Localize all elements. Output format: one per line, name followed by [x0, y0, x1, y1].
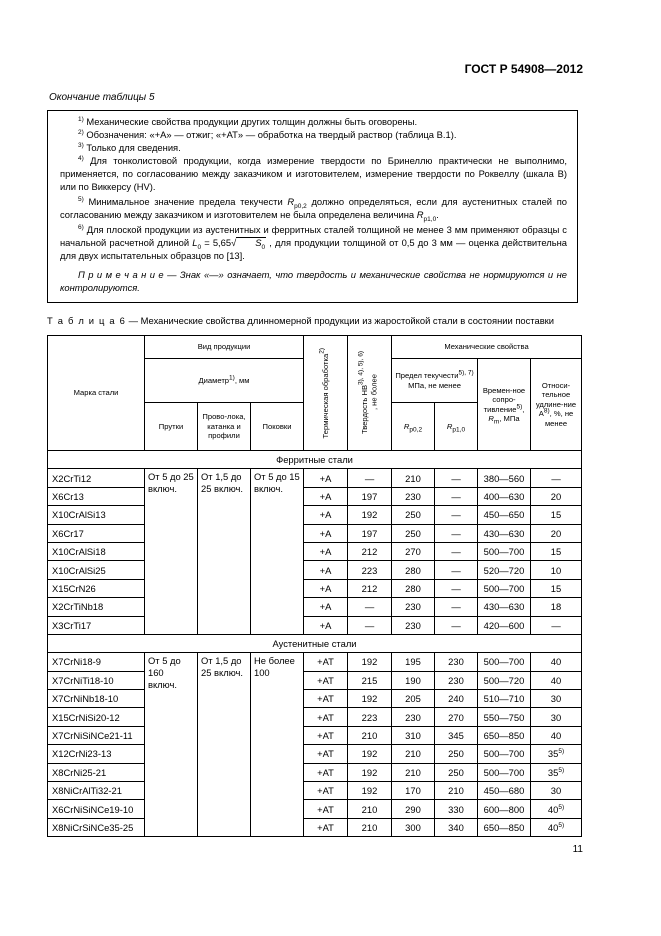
- header-tensile: Времен-ное сопро-тивление$^{5)}$, $R_m$, МПа: [478, 359, 531, 451]
- cell-rm: 380—560: [478, 469, 531, 487]
- table-title: Т а б л и ц а 6 — Механические свойства длинномерной продукции из жаростойкой стали в состоянии поставки: [47, 315, 555, 326]
- cell-heat: +AT: [304, 763, 348, 781]
- table-row: [48, 763, 582, 781]
- cell-grade: X7CrNi18-9: [48, 653, 145, 671]
- cell-rp02: 290: [392, 800, 435, 818]
- cell-hb: 192: [348, 506, 392, 524]
- cell-diameter-bars: От 5 до 25 включ.: [145, 469, 198, 635]
- cell-rp10: 230: [435, 671, 478, 689]
- cell-heat: +A: [304, 579, 348, 597]
- cell-rm: 430—630: [478, 524, 531, 542]
- cell-rp02: 250: [392, 524, 435, 542]
- cell-rm: 600—800: [478, 800, 531, 818]
- table-row: [48, 506, 582, 524]
- cell-grade: X7CrNiNb18-10: [48, 690, 145, 708]
- cell-elongation: 40$^{5)}$: [531, 800, 582, 818]
- cell-grade: X6Cr17: [48, 524, 145, 542]
- cell-hb: 192: [348, 763, 392, 781]
- page-number: 11: [572, 844, 583, 855]
- cell-hb: 192: [348, 782, 392, 800]
- header-hardness: Твердость $НВ^{3), 4), 5), 6)}$ , не более: [348, 336, 392, 451]
- cell-grade: X3CrTi17: [48, 616, 145, 634]
- cell-rm: 510—710: [478, 690, 531, 708]
- cell-hb: 210: [348, 800, 392, 818]
- cell-hb: 223: [348, 561, 392, 579]
- cell-heat: +AT: [304, 671, 348, 689]
- table-row: [48, 653, 582, 671]
- cell-heat: +AT: [304, 653, 348, 671]
- cell-rp10: 270: [435, 708, 478, 726]
- footnote: $^{5)}$ Минимальное значение предела текучести $R_{p0,2}$ должно определяться, если для аустенитных сталей по согласованию между заказчиком и изготовителем не была определена величина $R_{p1,0}$.: [60, 195, 567, 223]
- cell-diameter-wire: От 1,5 до 25 включ.: [198, 653, 251, 837]
- cell-rp02: 230: [392, 708, 435, 726]
- cell-elongation: 30: [531, 690, 582, 708]
- mechanical-properties-table: [47, 335, 582, 837]
- cell-diameter-forgings: От 5 до 15 включ.: [251, 469, 304, 635]
- cell-hb: —: [348, 598, 392, 616]
- cell-elongation: 15: [531, 506, 582, 524]
- cell-rp10: 210: [435, 782, 478, 800]
- cell-rp10: —: [435, 469, 478, 487]
- table-row: [48, 818, 582, 836]
- table-row: [48, 708, 582, 726]
- cell-rm: 500—720: [478, 671, 531, 689]
- cell-grade: X8NiCrAlTi32-21: [48, 782, 145, 800]
- table-row: [48, 726, 582, 744]
- cell-rm: 450—650: [478, 506, 531, 524]
- cell-grade: X15CrNiSi20-12: [48, 708, 145, 726]
- table-row: [48, 524, 582, 542]
- cell-rm: 520—720: [478, 561, 531, 579]
- cell-elongation: 40: [531, 653, 582, 671]
- cell-rp02: 280: [392, 561, 435, 579]
- cell-grade: X12CrNi23-13: [48, 745, 145, 763]
- cell-rp02: 270: [392, 542, 435, 560]
- cell-rp10: —: [435, 579, 478, 597]
- cell-heat: +A: [304, 506, 348, 524]
- header-diameter: Диаметр$^{1)}$, мм: [145, 359, 304, 403]
- header-grade: Марка стали: [48, 336, 145, 451]
- cell-rp02: 190: [392, 671, 435, 689]
- cell-grade: X15CrN26: [48, 579, 145, 597]
- cell-grade: X8NiCrSiNCe35-25: [48, 818, 145, 836]
- table-row: [48, 487, 582, 505]
- cell-grade: X2CrTiNb18: [48, 598, 145, 616]
- cell-grade: X2CrTi12: [48, 469, 145, 487]
- table-row: [48, 469, 582, 487]
- cell-elongation: 40$^{5)}$: [531, 818, 582, 836]
- header-rp10: $R_{p1,0}$: [435, 403, 478, 451]
- cell-elongation: —: [531, 616, 582, 634]
- cell-heat: +AT: [304, 708, 348, 726]
- cell-rp10: —: [435, 524, 478, 542]
- footnote: $^{3)}$ Только для сведения.: [78, 141, 181, 153]
- header-rp02: $R_{p0,2}$: [392, 403, 435, 451]
- cell-rm: 420—600: [478, 616, 531, 634]
- cell-elongation: 18: [531, 598, 582, 616]
- cell-rp10: 250: [435, 763, 478, 781]
- cell-elongation: 15: [531, 542, 582, 560]
- table-continuation-caption: Окончание таблицы 5: [49, 92, 155, 103]
- header-product-kind: Вид продукции: [145, 336, 304, 359]
- cell-hb: 215: [348, 671, 392, 689]
- cell-elongation: 40: [531, 726, 582, 744]
- cell-grade: X10CrAlSi25: [48, 561, 145, 579]
- cell-heat: +A: [304, 598, 348, 616]
- cell-elongation: 30: [531, 782, 582, 800]
- table-body: [48, 451, 582, 837]
- cell-hb: 197: [348, 487, 392, 505]
- cell-rp10: 330: [435, 800, 478, 818]
- cell-rp10: —: [435, 542, 478, 560]
- table-row: [48, 671, 582, 689]
- cell-elongation: 20: [531, 487, 582, 505]
- cell-rm: 500—700: [478, 745, 531, 763]
- cell-rp02: 230: [392, 616, 435, 634]
- cell-grade: X6Cr13: [48, 487, 145, 505]
- table-row: [48, 616, 582, 634]
- section-title: Аустенитные стали: [48, 634, 582, 652]
- table-row: [48, 745, 582, 763]
- footnotes-box: [47, 110, 578, 303]
- cell-heat: +AT: [304, 690, 348, 708]
- cell-elongation: 35$^{5)}$: [531, 745, 582, 763]
- cell-rp10: —: [435, 561, 478, 579]
- cell-rp02: 230: [392, 598, 435, 616]
- table-row: [48, 561, 582, 579]
- table-row: [48, 690, 582, 708]
- cell-rp02: 250: [392, 506, 435, 524]
- cell-heat: +AT: [304, 782, 348, 800]
- cell-elongation: 20: [531, 524, 582, 542]
- cell-hb: 192: [348, 745, 392, 763]
- cell-elongation: 35$^{5)}$: [531, 763, 582, 781]
- cell-rm: 550—750: [478, 708, 531, 726]
- cell-hb: 197: [348, 524, 392, 542]
- cell-rp10: 240: [435, 690, 478, 708]
- header-wire: Прово-лока, катанка и профили: [198, 403, 251, 451]
- cell-diameter-forgings: Не более 100: [251, 653, 304, 837]
- cell-rp10: 340: [435, 818, 478, 836]
- cell-grade: X10CrAlSi13: [48, 506, 145, 524]
- cell-hb: 192: [348, 653, 392, 671]
- table-row: [48, 782, 582, 800]
- cell-hb: 212: [348, 542, 392, 560]
- header-yield: Предел текучести$^{5), 7)}$ МПа, не менее: [392, 359, 478, 403]
- cell-rp02: 210: [392, 763, 435, 781]
- cell-rp02: 310: [392, 726, 435, 744]
- cell-rp02: 210: [392, 745, 435, 763]
- cell-rm: 430—630: [478, 598, 531, 616]
- cell-rp10: —: [435, 506, 478, 524]
- footnote: $^{2)}$ Обозначения: «+A» — отжиг; «+AT» — обработка на твердый раствор (таблица В.1).: [78, 128, 457, 140]
- cell-hb: 210: [348, 726, 392, 744]
- cell-elongation: 10: [531, 561, 582, 579]
- cell-grade: X7CrNiSiNCe21-11: [48, 726, 145, 744]
- cell-hb: —: [348, 616, 392, 634]
- cell-heat: +A: [304, 469, 348, 487]
- section-row: [48, 634, 582, 652]
- cell-rp10: 230: [435, 653, 478, 671]
- table-row: [48, 579, 582, 597]
- cell-rm: 500—700: [478, 579, 531, 597]
- cell-hb: 223: [348, 708, 392, 726]
- cell-rm: 400—630: [478, 487, 531, 505]
- cell-rm: 450—680: [478, 782, 531, 800]
- table-row: [48, 598, 582, 616]
- cell-hb: 192: [348, 690, 392, 708]
- cell-rp10: —: [435, 598, 478, 616]
- cell-rp10: —: [435, 616, 478, 634]
- cell-rp02: 300: [392, 818, 435, 836]
- header-forgings: Поковки: [251, 403, 304, 451]
- footnote: $^{1)}$ Механические свойства продукции других толщин должны быть оговорены.: [78, 115, 418, 127]
- cell-heat: +A: [304, 524, 348, 542]
- header-elongation: Относи-тельное удлине-ние $A^{8)}$, %, не менее: [531, 359, 582, 451]
- cell-rp02: 195: [392, 653, 435, 671]
- cell-hb: 212: [348, 579, 392, 597]
- cell-rm: 650—850: [478, 818, 531, 836]
- cell-diameter-bars: От 5 до 160 включ.: [145, 653, 198, 837]
- section-title: Ферритные стали: [48, 451, 582, 469]
- cell-grade: X8CrNi25-21: [48, 763, 145, 781]
- cell-elongation: —: [531, 469, 582, 487]
- section-row: [48, 451, 582, 469]
- cell-heat: +A: [304, 487, 348, 505]
- cell-rm: 500—700: [478, 763, 531, 781]
- cell-heat: +A: [304, 616, 348, 634]
- cell-rp02: 170: [392, 782, 435, 800]
- cell-rp02: 230: [392, 487, 435, 505]
- cell-rp10: 345: [435, 726, 478, 744]
- cell-rp02: 205: [392, 690, 435, 708]
- cell-hb: 210: [348, 818, 392, 836]
- footnote: $^{6)}$ Для плоской продукции из аустенитных и ферритных сталей толщиной не менее 3 мм применяют образцы с начальной расчетной длиной $L_0 = 5,65√$ $S_0$ , для продукции толщиной от 0,5 до 3 мм — оценка действительна для двух испытательных образцов по [13].: [60, 223, 568, 261]
- cell-grade: X10CrAlSi18: [48, 542, 145, 560]
- cell-rm: 500—700: [478, 653, 531, 671]
- cell-grade: X7CrNiTi18-10: [48, 671, 145, 689]
- cell-elongation: 30: [531, 708, 582, 726]
- cell-elongation: 15: [531, 579, 582, 597]
- cell-grade: X6CrNiSiNCe19-10: [48, 800, 145, 818]
- cell-rp02: 280: [392, 579, 435, 597]
- cell-heat: +AT: [304, 818, 348, 836]
- cell-heat: +AT: [304, 800, 348, 818]
- cell-rp02: 210: [392, 469, 435, 487]
- header-heat-treatment: Термическая обработка$^{2)}$: [304, 336, 348, 451]
- cell-rm: 500—700: [478, 542, 531, 560]
- cell-rm: 650—850: [478, 726, 531, 744]
- header-bars: Прутки: [145, 403, 198, 451]
- header-mechanical: Механические свойства: [392, 336, 582, 359]
- cell-heat: +AT: [304, 726, 348, 744]
- table-row: [48, 542, 582, 560]
- table-row: [48, 800, 582, 818]
- note: П р и м е ч а н и е — Знак «—» означает, что твердость и механические свойства не нормируются и не контролируются.: [60, 269, 567, 293]
- cell-rp10: —: [435, 487, 478, 505]
- cell-heat: +AT: [304, 745, 348, 763]
- cell-elongation: 40: [531, 671, 582, 689]
- cell-diameter-wire: От 1,5 до 25 включ.: [198, 469, 251, 635]
- cell-hb: —: [348, 469, 392, 487]
- standard-designation: ГОСТ Р 54908—2012: [464, 62, 583, 76]
- cell-rp10: 250: [435, 745, 478, 763]
- footnote: $^{4)}$ Для тонколистовой продукции, когда измерение твердости по Бринеллю практически не выполнимо, применяется, по согласованию между заказчиком и изготовителем, измерение твердости по Роквеллу (шкала В) или по Виккерсу (HV).: [60, 154, 568, 192]
- cell-heat: +A: [304, 542, 348, 560]
- cell-heat: +A: [304, 561, 348, 579]
